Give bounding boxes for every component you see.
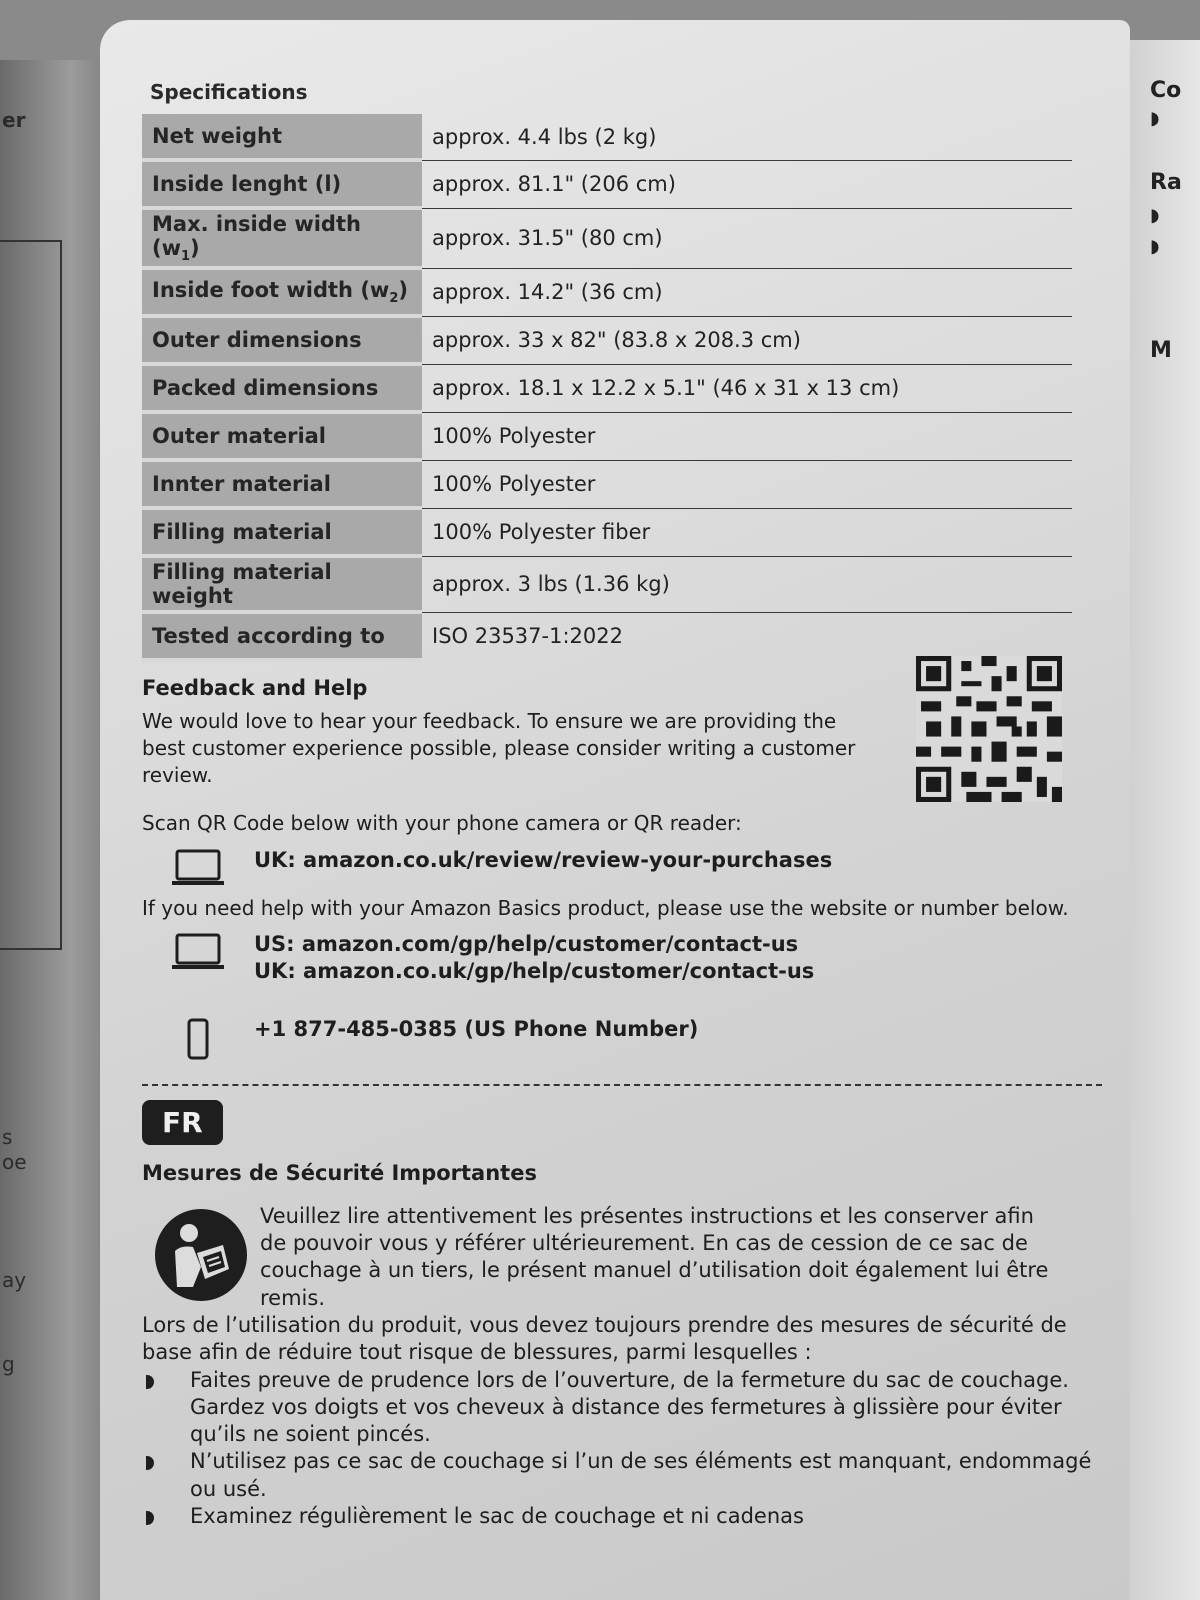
help-links-row <box>142 931 1102 986</box>
phone-number[interactable]: +1 877-485-0385 (US Phone Number) <box>254 1016 699 1041</box>
spec-label: Filling material <box>142 508 422 556</box>
section-divider <box>142 1084 1102 1086</box>
right-page-bullet-icon: ◗ <box>1150 108 1160 129</box>
help-text: If you need help with your Amazon Basics product, please use the website or number below. <box>142 896 1069 921</box>
help-link-uk[interactable]: UK: amazon.co.uk/gp/help/customer/contact-us <box>254 959 815 984</box>
right-page-fragment: M <box>1150 338 1172 363</box>
spec-value: approx. 3 lbs (1.36 kg) <box>422 556 1072 612</box>
left-page-fragment: s <box>2 1125 13 1149</box>
laptop-icon <box>142 931 254 971</box>
spec-value: 100% Polyester <box>422 412 1072 460</box>
spec-label: Outer material <box>142 412 422 460</box>
manual-page <box>100 20 1130 1600</box>
table-row <box>142 268 1072 316</box>
right-page-bullet-icon: ◗ <box>1150 205 1160 226</box>
language-badge-fr: FR <box>142 1100 223 1145</box>
list-item: Examinez régulièrement le sac de couchage et ni cadenas <box>142 1503 1102 1530</box>
help-link-us[interactable]: US: amazon.com/gp/help/customer/contact-us <box>254 932 799 957</box>
feedback-title: Feedback and Help <box>142 676 368 701</box>
table-row <box>142 556 1072 612</box>
read-manual-icon <box>142 1203 260 1303</box>
feedback-text: We would love to hear your feedback. To ensure we are providing the best customer experience possible, please consider writing a customer review. <box>142 709 856 788</box>
table-row <box>142 412 1072 460</box>
left-page-box <box>0 240 62 950</box>
right-page-fragment: Ra <box>1150 170 1182 195</box>
table-row <box>142 508 1072 556</box>
phone-row <box>142 1016 1102 1060</box>
left-page-fragment: oe <box>2 1150 27 1174</box>
fr-body-text: Lors de l’utilisation du produit, vous devez toujours prendre des mesures de sécurité de base afin de réduire tout risque de blessures, parmi lesquelles : <box>142 1312 1067 1365</box>
qr-code-icon[interactable] <box>916 656 1062 802</box>
table-row <box>142 208 1072 268</box>
spec-label: Max. inside width $(w_1)$ <box>142 208 422 268</box>
spec-value: approx. 18.1 x 12.2 x 5.1" (46 x 31 x 13 cm) <box>422 364 1072 412</box>
scan-qr-text: Scan QR Code below with your phone camera or QR reader: <box>142 811 742 836</box>
fr-safety-list <box>142 1367 1102 1531</box>
spec-value: ISO 23537-1:2022 <box>432 624 623 649</box>
laptop-icon <box>142 847 254 887</box>
spec-value: 100% Polyester <box>422 460 1072 508</box>
spec-value: approx. 14.2" (36 cm) <box>422 268 1072 316</box>
fr-intro <box>142 1203 1102 1312</box>
spec-label: Innter material <box>142 460 422 508</box>
spec-value: approx. 33 x 82" (83.8 x 208.3 cm) <box>422 316 1072 364</box>
table-row <box>142 460 1072 508</box>
spec-label: Tested according to <box>142 612 422 660</box>
spec-value: approx. 81.1" (206 cm) <box>422 160 1072 208</box>
spec-value: approx. 31.5" (80 cm) <box>422 208 1072 268</box>
specifications-title: Specifications <box>150 80 308 104</box>
list-item: N’utilisez pas ce sac de couchage si l’un de ses éléments est manquant, endommagé ou usé. <box>142 1448 1102 1503</box>
table-row <box>142 612 1072 660</box>
right-page <box>1125 40 1200 1600</box>
table-row <box>142 316 1072 364</box>
table-row <box>142 160 1072 208</box>
review-link[interactable]: UK: amazon.co.uk/review/review-your-purchases <box>254 848 833 873</box>
feedback-section <box>142 676 1102 1060</box>
left-page-fragment: er <box>2 108 26 132</box>
left-page-fragment: g <box>2 1352 15 1376</box>
right-page-fragment: Co <box>1150 78 1182 103</box>
specifications-table <box>142 114 1072 662</box>
page-content <box>142 80 1102 1530</box>
spec-label: Outer dimensions <box>142 316 422 364</box>
left-page-fragment: ay <box>2 1268 27 1292</box>
spec-label: Inside lenght (l) <box>142 160 422 208</box>
right-page-bullet-icon: ◗ <box>1150 236 1160 257</box>
list-item: Faites preuve de prudence lors de l’ouverture, de la fermeture du sac de couchage. Gardez vos doigts et vos cheveux à distance des fermetures à glissière pour éviter qu’ils ne soient pincés. <box>142 1367 1102 1449</box>
fr-safety-title: Mesures de Sécurité Importantes <box>142 1160 537 1185</box>
spec-label: Inside foot width $(w_2)$ <box>142 268 422 316</box>
spec-value: 100% Polyester fiber <box>422 508 1072 556</box>
phone-icon <box>142 1016 254 1060</box>
spec-label: Packed dimensions <box>142 364 422 412</box>
table-row <box>142 114 1072 160</box>
spec-label: Filling material weight <box>142 556 422 612</box>
table-row <box>142 364 1072 412</box>
help-links <box>254 931 814 986</box>
spec-value: approx. 4.4 lbs (2 kg) <box>422 114 1072 160</box>
review-link-row <box>142 847 1102 887</box>
fr-intro-text: Veuillez lire attentivement les présentes instructions et les conserver afin de pouvoir vous y référer ultérieurement. En cas de cession de ce sac de couchage à un tiers, le présent manuel d’utilisation doit également lui être remis. <box>260 1203 1049 1310</box>
spec-label: Net weight <box>142 114 422 160</box>
